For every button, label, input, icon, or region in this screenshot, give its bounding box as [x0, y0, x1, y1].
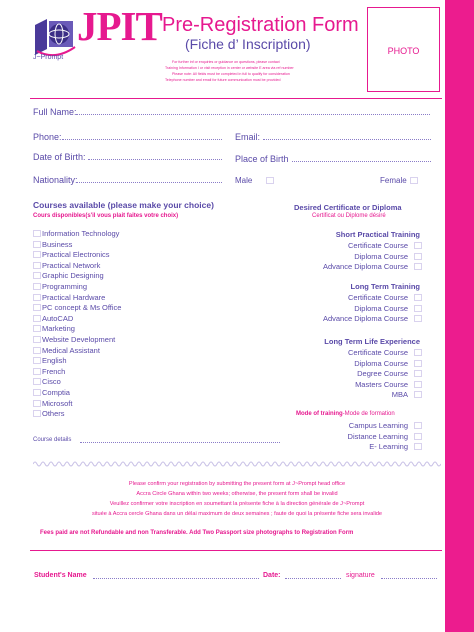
- nationality-label: Nationality:: [33, 175, 78, 185]
- course-label: PC concept & Ms Office: [42, 303, 122, 313]
- course-label: Website Development: [42, 335, 116, 344]
- course-checkbox[interactable]: [33, 283, 41, 290]
- course-details-label: Course details: [33, 437, 72, 443]
- dob-label: Date of Birth:: [33, 152, 86, 162]
- course-checkbox[interactable]: [33, 389, 41, 396]
- footer-line-3: Veuillez confirmer votre inscription en soumettant la présente fiche à la direction générale de J~Prompt: [109, 501, 365, 507]
- certificate-heading-fr: Certificat ou Diplome désiré: [312, 213, 386, 219]
- mode-option-label: Campus Learning: [348, 421, 408, 430]
- certificate-option-checkbox[interactable]: [414, 253, 422, 260]
- course-checkbox[interactable]: [33, 272, 41, 279]
- course-label: Marketing: [42, 324, 75, 334]
- course-checkbox[interactable]: [33, 294, 41, 301]
- certificate-option-label: Certificate Course: [347, 241, 408, 250]
- fees-notice: Fees paid are not Refundable and non Transferable. Add Two Passport size photographs to Registration Form: [40, 530, 354, 536]
- mode-option-label: E- Learning: [369, 442, 408, 451]
- course-label: Medical Assistant: [42, 345, 100, 355]
- male-checkbox[interactable]: [266, 177, 274, 184]
- certificate-option-label: Advance Diploma Course: [322, 262, 408, 271]
- email-label: Email:: [235, 132, 261, 142]
- pob-field[interactable]: [292, 161, 431, 162]
- course-checkbox[interactable]: [33, 400, 41, 407]
- course-label: Business: [42, 239, 73, 249]
- course-label: Practical Network: [42, 260, 101, 270]
- mode-option-checkbox[interactable]: [414, 422, 422, 429]
- pob-label: Place of Birth: [235, 154, 289, 164]
- certificate-option-label: Diploma Course: [354, 251, 408, 261]
- certificate-option-label: MBA: [391, 390, 408, 399]
- photo-label: PHOTO: [387, 46, 420, 56]
- certificate-option-label: Diploma Course: [354, 358, 408, 368]
- courses-heading-fr: Cours disponibles(s'il vous plait faites votre choix): [33, 213, 179, 219]
- footer-divider: [30, 550, 442, 551]
- course-label: Microsoft: [42, 398, 73, 408]
- certificate-option-checkbox[interactable]: [414, 349, 422, 356]
- mode-heading: [296, 411, 395, 417]
- mode-option-checkbox[interactable]: [414, 443, 422, 450]
- course-label: AutoCAD: [42, 313, 74, 323]
- certificate-option-checkbox[interactable]: [414, 360, 422, 367]
- dob-field[interactable]: [88, 159, 222, 160]
- date-field[interactable]: [285, 578, 341, 579]
- course-label: Comptia: [42, 388, 70, 397]
- course-label: English: [42, 356, 67, 366]
- email-field[interactable]: [263, 139, 431, 140]
- course-label: Practical Electronics: [42, 250, 110, 260]
- course-label: Others: [42, 409, 65, 419]
- certificate-heading: Desired Certificate or Diploma: [294, 203, 402, 212]
- course-checkbox[interactable]: [33, 325, 41, 332]
- date-label: Date:: [263, 572, 281, 579]
- certificate-option-checkbox[interactable]: [414, 242, 422, 249]
- course-label: Graphic Designing: [42, 271, 104, 281]
- signature-field[interactable]: [381, 578, 437, 579]
- course-checkbox[interactable]: [33, 241, 41, 248]
- certificate-option-checkbox[interactable]: [414, 391, 422, 398]
- course-label: French: [42, 366, 66, 376]
- courses-heading: Courses available (please make your choice): [33, 200, 214, 210]
- course-checkbox[interactable]: [33, 410, 41, 417]
- certificate-option-checkbox[interactable]: [414, 315, 422, 322]
- header-note-1: For further inf or enquiries or guidance on questions, please contact: [172, 60, 280, 64]
- header-note-3: Please note: All fields must be completed in full to qualify for consideration: [172, 72, 290, 76]
- course-checkbox[interactable]: [33, 336, 41, 343]
- certificate-group-title: Short Practical Training: [335, 230, 420, 239]
- course-checkbox[interactable]: [33, 262, 41, 269]
- course-label: Cisco: [42, 377, 61, 387]
- course-details-field[interactable]: [80, 442, 280, 443]
- course-label: Programming: [42, 282, 88, 291]
- certificate-option-checkbox[interactable]: [414, 370, 422, 377]
- side-stripe: [445, 0, 474, 632]
- certificate-option-label: Diploma Course: [354, 303, 408, 313]
- student-name-label: Student's Name: [34, 572, 87, 579]
- student-name-field[interactable]: [93, 578, 259, 579]
- footer-line-4: située à Accra cercle Ghana dans un délai maximum de deux semaines ; faute de quoi la présente fiche sera invalide: [91, 511, 383, 517]
- male-label: Male: [235, 176, 253, 185]
- mode-heading-fr: -Mode de formation: [342, 411, 395, 417]
- course-label: Information Technology: [42, 229, 120, 238]
- course-checkbox[interactable]: [33, 230, 41, 237]
- female-checkbox[interactable]: [410, 177, 418, 184]
- form-title: Pre-Registration Form: [162, 14, 359, 36]
- certificate-option-label: Certificate Course: [347, 293, 408, 302]
- brand-name: JPIT: [77, 3, 162, 49]
- phone-label: Phone:: [33, 132, 62, 142]
- mode-option-label: Distance Learning: [347, 431, 408, 441]
- header-divider: [30, 98, 442, 99]
- certificate-group-title: Long Term Life Experience: [324, 337, 420, 346]
- certificate-option-checkbox[interactable]: [414, 305, 422, 312]
- mode-heading-en: Mode of training: [296, 411, 343, 417]
- full-name-label: Full Name:: [33, 107, 77, 117]
- footer-line-2: Accra Circle Ghana within two weeks; otherwise, the present form shall be invalid: [136, 491, 338, 497]
- certificate-group-title: Long Term Training: [350, 282, 420, 291]
- certificate-option-checkbox[interactable]: [414, 263, 422, 270]
- phone-field[interactable]: [62, 139, 222, 140]
- wavy-divider: [33, 460, 441, 468]
- header-note-4: Telephone number and email for future communication must be provided: [165, 78, 281, 82]
- header-note-2: Training Information I or visit reception in center or website E area via ref number: [165, 66, 294, 70]
- certificate-option-label: Masters Course: [355, 379, 408, 389]
- certificate-option-label: Certificate Course: [347, 348, 408, 357]
- full-name-field[interactable]: [76, 114, 430, 115]
- course-checkbox[interactable]: [33, 304, 41, 311]
- course-checkbox[interactable]: [33, 347, 41, 354]
- certificate-option-checkbox[interactable]: [414, 294, 422, 301]
- course-label: Practical Hardware: [42, 292, 106, 302]
- photo-box[interactable]: [367, 7, 440, 92]
- footer-line-1: Please confirm your registration by submitting the present form at J~Prompt head office: [128, 481, 346, 487]
- signature-label: signature: [346, 572, 375, 579]
- mode-option-checkbox[interactable]: [414, 433, 422, 440]
- form-subtitle: (Fiche d’ Inscription): [185, 36, 311, 52]
- course-checkbox[interactable]: [33, 315, 41, 322]
- course-checkbox[interactable]: [33, 357, 41, 364]
- nationality-field[interactable]: [76, 182, 222, 183]
- female-label: Female: [380, 176, 407, 185]
- brand-subtitle: J~Prompt: [33, 54, 64, 61]
- certificate-option-label: Degree Course: [357, 369, 408, 378]
- course-checkbox[interactable]: [33, 378, 41, 385]
- certificate-option-label: Advance Diploma Course: [322, 314, 408, 323]
- certificate-option-checkbox[interactable]: [414, 381, 422, 388]
- course-checkbox[interactable]: [33, 251, 41, 258]
- course-checkbox[interactable]: [33, 368, 41, 375]
